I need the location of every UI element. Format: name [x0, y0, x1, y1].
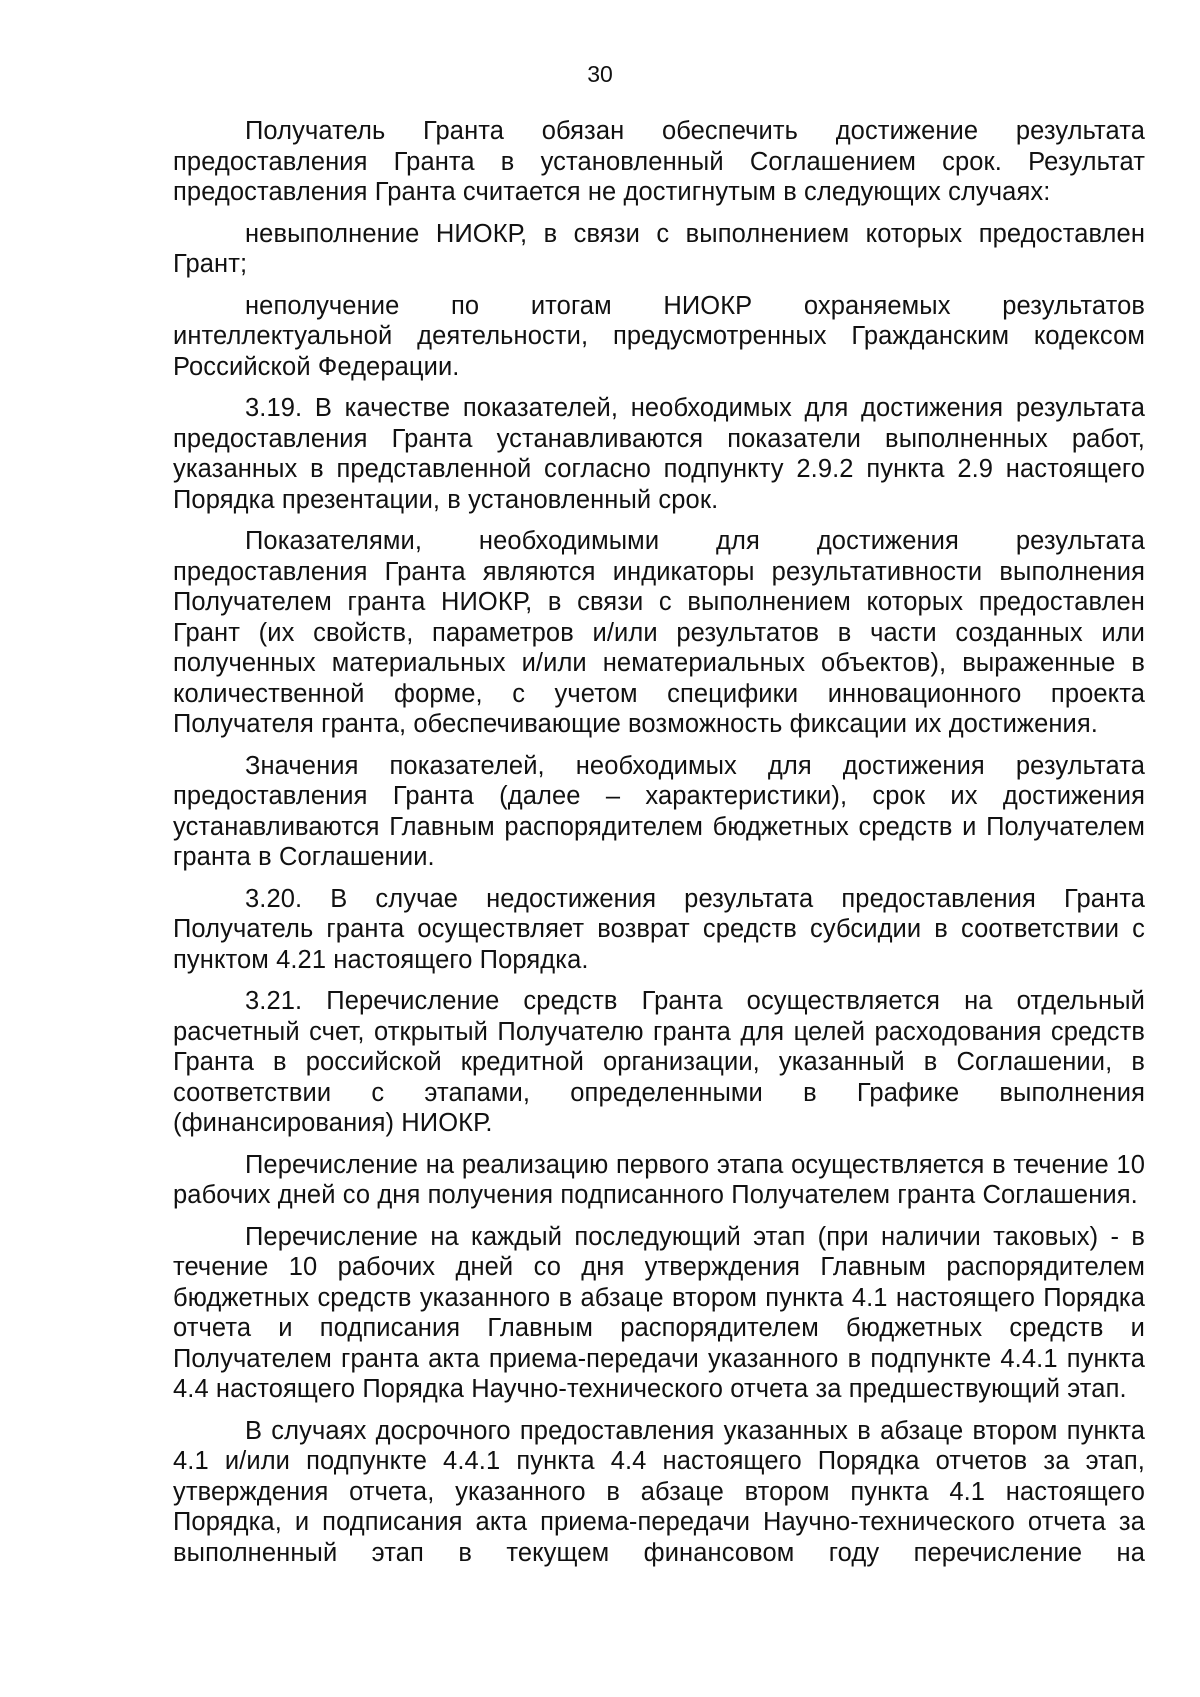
- page-number: 30: [587, 61, 613, 87]
- paragraph-early-reporting: В случаях досрочного предоставления указанных в абзаце втором пункта 4.1 и/или подпункте 4.4.1 пункта 4.4 настоящего Порядка отчетов за этап, утверждения отчета, указанного в абзаце втором пункта 4.1 настоящего Порядка, и подписания акта приема-передачи Научно-технического отчета за выполненный этап в текущем финансовом году перечисление на: [173, 1416, 1145, 1567]
- paragraph-indicator-values: Значения показателей, необходимых для достижения результата предоставления Гранта (далее – характеристики), срок их достижения устанавливаются Главным распорядителем бюджетных средств и Получателем гранта в Соглашении.: [173, 751, 1145, 871]
- paragraph-case-non-fulfillment: невыполнение НИОКР, в связи с выполнением которых предоставлен Грант;: [173, 219, 1145, 278]
- paragraph-indicators: Показателями, необходимыми для достижения результата предоставления Гранта являются индикаторы результативности выполнения Получателем гранта НИОКР, в связи с выполнением которых предоставлен Грант (их свойств, параметров и/или результатов в части созданных или полученных материальных и/или нематериальных объектов), выраженные в количественной форме, с учетом специфики инновационного проекта Получателя гранта, обеспечивающие возможность фиксации их достижения.: [173, 527, 1145, 738]
- paragraph-3-21: 3.21. Перечисление средств Гранта осуществляется на отдельный расчетный счет, открытый Получателю гранта для целей расходования средств Гранта в российской кредитной организации, указанный в Соглашении, в соответствии с этапами, определенными в Графике выполнения (финансирования) НИОКР.: [173, 987, 1145, 1137]
- paragraph-3-19: 3.19. В качестве показателей, необходимых для достижения результата предоставления Гранта устанавливаются показатели выполненных работ, указанных в представленной согласно подпункту 2.9.2 пункта 2.9 настоящего Порядка презентации, в установленный срок.: [173, 394, 1145, 514]
- paragraph-case-no-ip-results: неполучение по итогам НИОКР охраняемых результатов интеллектуальной деятельности, предусмотренных Гражданским кодексом Российской Федерации.: [173, 291, 1145, 381]
- paragraph-first-stage-transfer: Перечисление на реализацию первого этапа осуществляется в течение 10 рабочих дней со дня получения подписанного Получателем гранта Соглашения.: [173, 1150, 1145, 1209]
- document-body: [173, 116, 1145, 1579]
- paragraph-subsequent-stage-transfer: Перечисление на каждый последующий этап (при наличии таковых) - в течение 10 рабочих дней со дня утверждения Главным распорядителем бюджетных средств указанного в абзаце втором пункта 4.1 настоящего Порядка отчета и подписания Главным распорядителем бюджетных средств и Получателем гранта акта приема-передачи указанного в подпункте 4.4.1 пункта 4.4 настоящего Порядка Научно-технического отчета за предшествующий этап.: [173, 1222, 1145, 1403]
- paragraph-3-20: 3.20. В случае недостижения результата предоставления Гранта Получатель гранта осуществляет возврат средств субсидии в соответствии с пунктом 4.21 настоящего Порядка.: [173, 884, 1145, 974]
- paragraph-grant-obligation: Получатель Гранта обязан обеспечить достижение результата предоставления Гранта в установленный Соглашением срок. Результат предоставления Гранта считается не достигнутым в следующих случаях:: [173, 117, 1145, 206]
